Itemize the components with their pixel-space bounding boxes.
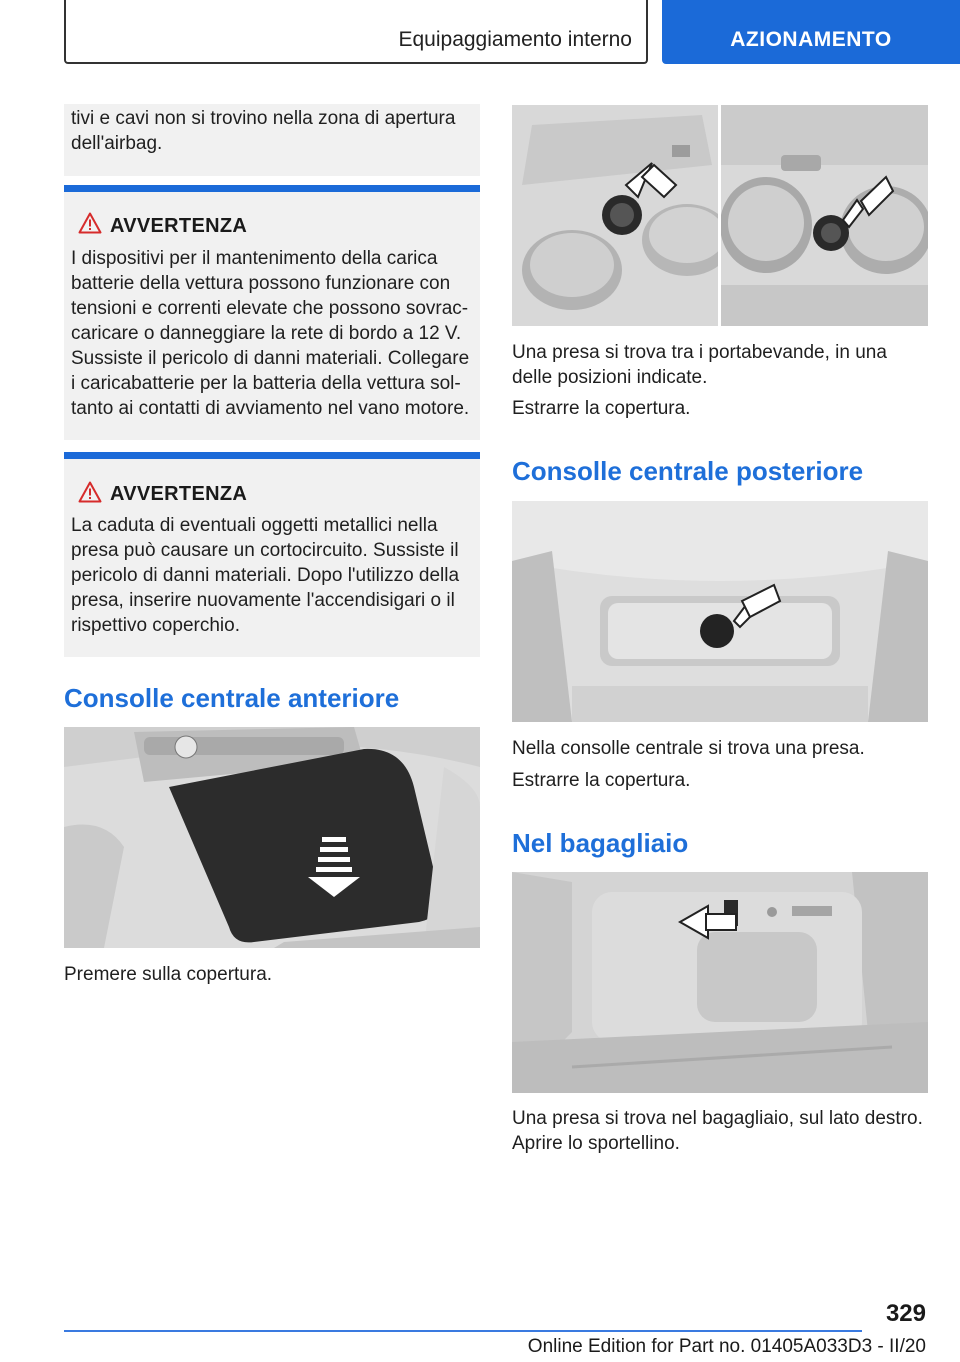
warning1-title: AVVERTENZA <box>110 215 248 237</box>
rear-console-caption-2: Estrarre la copertura. <box>512 770 691 791</box>
warning2-text: La caduta di eventuali oggetti metallici nella presa può causare un cortocircuito. Sussiste il pericolo di danni materiali. Dopo l'utilizzo della presa, inserire nuovamente l'accendisigari o il rispettivo coperchio. <box>71 515 460 636</box>
warning1-text: I dispositivi per il mantenimento della carica batterie della vettura possono funzionare con tensioni e correnti elevate che possono sovrac-caricare o danneggiare la rete di bordo a 12 V. Sussiste il pericolo di danni materiali. Collegare i caricabatterie per la batteria della vettura sol-tanto ai contatti di avviamento nel vano motore. <box>71 248 470 419</box>
warning1-bar <box>64 185 480 192</box>
intro-text: tivi e cavi non si trovino nella zona di apertura dell'airbag. <box>71 108 456 154</box>
rear-console-heading: Consolle centrale posteriore <box>512 456 864 486</box>
front-console-photo <box>64 727 480 948</box>
rear-console-caption-1: Nella consolle centrale si trova una presa. <box>512 738 865 759</box>
trunk-photo <box>512 872 928 1093</box>
chapter-tab[interactable] <box>662 0 960 64</box>
footer-rule <box>64 1330 862 1332</box>
rear-console-photo <box>512 501 928 722</box>
cupholder-photo-right <box>721 105 928 326</box>
warning1-box <box>64 192 480 440</box>
header-section-box <box>64 0 648 64</box>
trunk-caption: Una presa si trova nel bagagliaio, sul lato destro. Aprire lo sportellino. <box>512 1108 923 1154</box>
chapter-tab-label: AZIONAMENTO <box>730 28 892 51</box>
warning2-title: AVVERTENZA <box>110 483 248 505</box>
header-section-title: Equipaggiamento interno <box>398 28 632 51</box>
footer-edition: Online Edition for Part no. 01405A033D3 - II/20 <box>527 1336 926 1357</box>
warning-triangle-icon <box>78 481 102 503</box>
intro-box <box>64 104 480 176</box>
page-number: 329 <box>885 1300 926 1327</box>
trunk-heading: Nel bagagliaio <box>512 828 689 858</box>
cupholder-caption-1: Una presa si trova tra i portabevande, in una delle posizioni indicate. <box>512 342 887 388</box>
cupholder-photo-left <box>512 105 718 326</box>
cupholder-caption-2: Estrarre la copertura. <box>512 398 691 419</box>
warning-triangle-icon <box>78 212 102 234</box>
warning2-bar <box>64 452 480 459</box>
warning2-box <box>64 459 480 657</box>
front-console-caption: Premere sulla copertura. <box>64 964 273 985</box>
front-console-heading: Consolle centrale anteriore <box>64 683 400 713</box>
